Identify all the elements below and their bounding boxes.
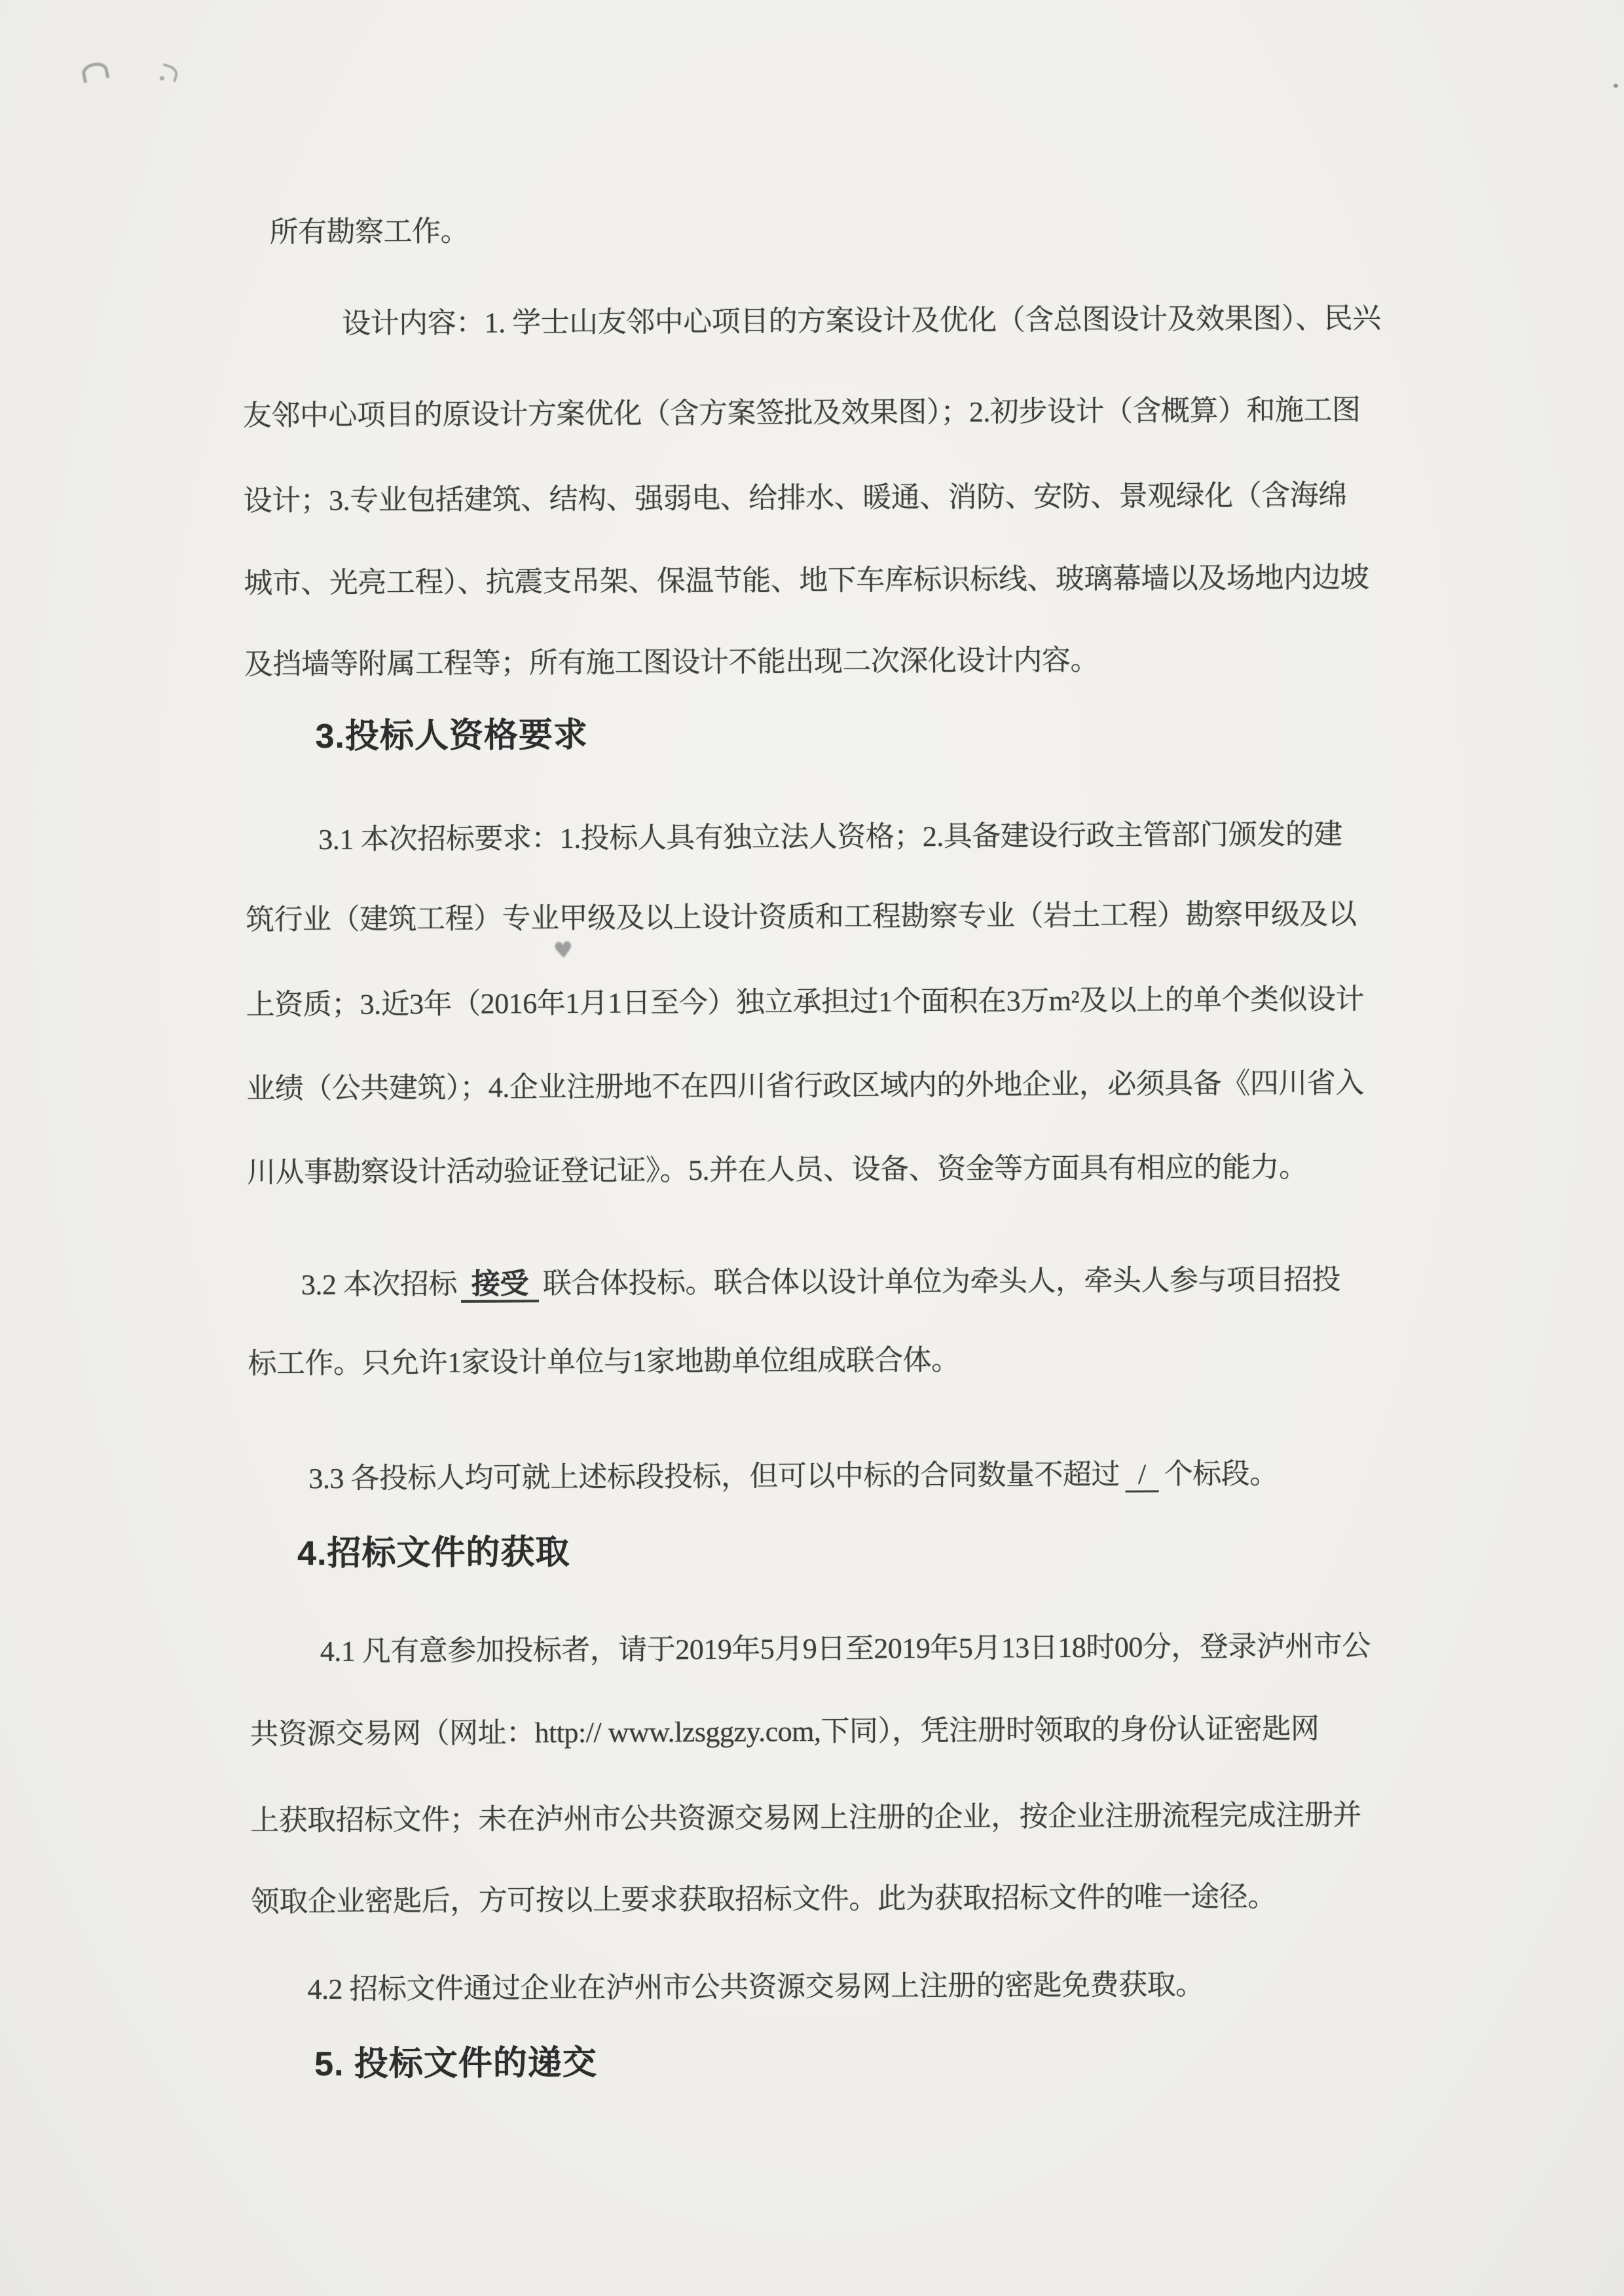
document-text-block xyxy=(241,0,1425,2296)
text-segment: 3.2 本次招标 xyxy=(301,1267,458,1302)
paragraph-line: 共资源交易网（网址：http:// www.lzsggzy.com,下同），凭注册时领取的身份认证密匙网 xyxy=(249,1713,1320,1751)
text-segment: 3.3 各投标人均可就上述标段投标，但可以中标的合同数量不超过 xyxy=(308,1458,1120,1495)
paragraph-line: 所有勘察工作。 xyxy=(269,215,470,249)
paragraph-line: 上资质；3.近3年（2016年1月1日至今）独立承担过1个面积在3万m²及以上的单个类似设计 xyxy=(246,983,1365,1021)
smudge-heart-artifact: ♥ xyxy=(552,936,574,965)
paragraph-line: 筑行业（建筑工程）专业甲级及以上设计资质和工程勘察专业（岩土工程）勘察甲级及以 xyxy=(245,898,1357,936)
section-heading-3: 3.投标人资格要求 xyxy=(315,716,589,756)
paragraph-line: 标工作。只允许1家设计单位与1家地勘单位组成联合体。 xyxy=(248,1343,960,1380)
section-heading-4: 4.招标文件的获取 xyxy=(297,1533,570,1573)
paragraph-line: 3.1 本次招标要求：1.投标人具有独立法人资格；2.具备建设行政主管部门颁发的建 xyxy=(318,818,1342,856)
slash-placeholder-underlined: / xyxy=(1125,1458,1159,1492)
paragraph-line: 川从事勘察设计活动验证登记证》。5.并在人员、设备、资金等方面具有相应的能力。 xyxy=(246,1151,1308,1189)
paragraph-line: 4.2 招标文件通过企业在泸州市公共资源交易网上注册的密匙免费获取。 xyxy=(307,1968,1204,2006)
accept-underlined-text: 接受 xyxy=(461,1267,539,1303)
paragraph-line-3-3 xyxy=(308,1453,1278,1500)
paragraph-line: 城市、光亮工程）、抗震支吊架、保温节能、地下车库标识标线、玻璃幕墙以及场地内边坡 xyxy=(244,561,1369,600)
pen-mark-artifact xyxy=(160,76,164,81)
paragraph-line: 友邻中心项目的原设计方案优化（含方案签批及效果图）；2.初步设计（含概算）和施工图 xyxy=(242,393,1361,432)
paragraph-line: 设计；3.专业包括建筑、结构、强弱电、给排水、暖通、消防、安防、景观绿化（含海绵 xyxy=(243,479,1347,517)
text-segment: 联合体投标。联合体以设计单位为牵头人，牵头人参与项目招投 xyxy=(542,1263,1341,1300)
paragraph-line: 上获取招标文件；未在泸州市公共资源交易网上注册的企业，按企业注册流程完成注册并 xyxy=(250,1798,1361,1837)
pen-mark-artifact xyxy=(81,60,110,83)
paragraph-line: 及挡墙等附属工程等；所有施工图设计不能出现二次深化设计内容。 xyxy=(244,644,1099,681)
paragraph-line-3-2 xyxy=(301,1259,1340,1306)
paragraph-line: 业绩（公共建筑）；4.企业注册地不在四川省行政区域内的外地企业，必须具备《四川省入 xyxy=(246,1066,1364,1105)
paragraph-line: 设计内容：1. 学士山友邻中心项目的方案设计及优化（含总图设计及效果图）、民兴 xyxy=(342,302,1381,340)
text-segment: 个标段。 xyxy=(1164,1457,1278,1491)
speck-artifact xyxy=(1614,84,1618,88)
section-heading-5: 5. 投标文件的递交 xyxy=(314,2043,598,2084)
paragraph-line: 4.1 凡有意参加投标者，请于2019年5月9日至2019年5月13日18时00分，登录泸州市公 xyxy=(320,1630,1371,1668)
paragraph-line: 领取企业密匙后，方可按以上要求获取招标文件。此为获取招标文件的唯一途径。 xyxy=(250,1880,1276,1918)
